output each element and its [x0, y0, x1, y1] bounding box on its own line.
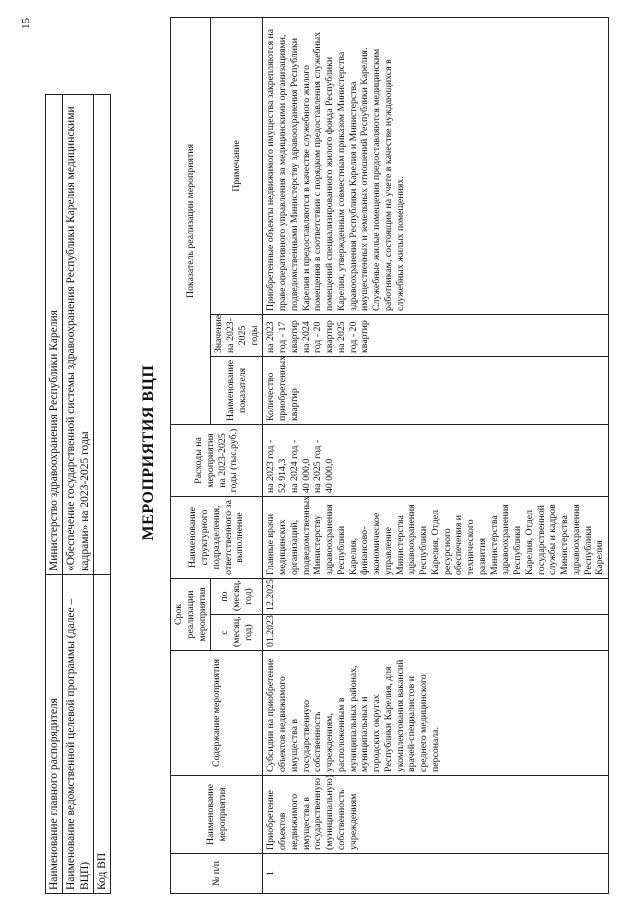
header-responsible: Наименование структурного подразделения, ответственного за выполнение	[171, 496, 263, 578]
header-row	[171, 17, 211, 893]
info-value: Министерство здравоохранения Республики Карелия	[46, 95, 63, 575]
cell-content: Субсидии на приобретение объектов недвижимого имущества в государственную собственность учреждениям, расположенным в муниципальных районах, муниципальных и городских округах Республики Карелия, для укомплектования вакансий врачей-специалистов и среднего медицинского персонала.	[263, 651, 609, 776]
expense-2024: на 2024 год - 40 000,0	[288, 439, 312, 493]
header-expenses: Расходы на мероприятия на 2023-2025 годы (тыс.руб.)	[171, 424, 263, 496]
indicator-value-2023: на 2023 год - 17 квартир	[265, 320, 300, 353]
info-row	[63, 95, 94, 894]
info-row	[46, 95, 63, 894]
cell-term-to: 12.2025	[263, 578, 609, 614]
indicator-value-2025: на 2025 год - 20 квартир	[335, 320, 371, 353]
header-term-from: с (месяц, год)	[211, 615, 263, 651]
header-indicator-value: Значение на 2023-2025 годы	[211, 314, 263, 356]
cell-indicator-value	[263, 314, 609, 356]
expense-2023: на 2023 год - 52 914,3	[265, 439, 288, 493]
expense-2025: на 2025 год - 40 000,0	[312, 439, 335, 493]
info-value: «Обеспечение государственной системы здравоохранения Республики Карелия медицинскими кадрами» на 2023-2025 годы	[63, 95, 94, 575]
cell-name: Приобретение объектов недвижимого имущества в государственную (муниципальную) собственность учреждениям	[263, 776, 609, 854]
header-num: № п/п	[171, 854, 263, 894]
cell-indicator-name: Количество приобретенных квартир	[263, 356, 609, 424]
cell-num: 1	[263, 854, 609, 894]
header-indicator-name: Наименование показателя	[211, 356, 263, 424]
info-value	[94, 95, 111, 575]
info-label: Наименование главного распорядителя	[46, 575, 63, 894]
table-row	[263, 17, 609, 893]
header-note: Примечание	[211, 17, 263, 314]
measures-table	[170, 17, 609, 894]
cell-term-from: 01.2023	[263, 615, 609, 651]
cell-responsible: Главные врачи медицинских организаций, подведомственных Министерству здравоохранения Республики Карелия, финансово-экономическое управление Министерства здравоохранения Республики Карелия, Отдел ресурсного обеспечения и технического развития Министерства здравоохранения Республики Карелия, Отдел государственной службы и кадров Министерства здравоохранения Республики Карелия	[263, 496, 609, 578]
cell-note: Приобретенные объекты недвижимого имущества закрепляются на праве оперативного управления за медицинскими организациями, подведомственными Министерству здравоохранения Республики Карелия и предоставляются в качестве служебного жилого помещения в соответствии с порядком предоставления служебных помещений специализированного жилого фонда Республики Карелия, утвержденным совместным приказом Министерства здравоохранения Республики Карелия и Министерства имущественных и земельных отношений Республики Карелия. Служебные жилые помещения предоставляются медицинским работникам, состоящим на учете в качестве нуждающихся в служебных жилых помещениях.	[263, 17, 609, 314]
info-row	[94, 95, 111, 894]
info-label: Код ВП	[94, 575, 111, 894]
header-term-to: по (месяц, год)	[211, 578, 263, 614]
header-name: Наименование мероприятия	[171, 776, 263, 854]
info-label: Наименование ведомственной целевой программы (далее – ВЦП)	[63, 575, 94, 894]
cell-expenses	[263, 424, 609, 496]
header-indicator-group: Показатель реализации мероприятия	[171, 17, 211, 424]
page-number: 15	[20, 18, 32, 29]
header-term-group: Срок реализации мероприятия	[171, 578, 211, 650]
header-content: Содержание мероприятия	[171, 651, 263, 776]
indicator-value-2024: на 2024 год - 20 квартир	[300, 320, 335, 353]
program-info-table	[45, 94, 111, 894]
section-heading: МЕРОПРИЯТИЯ ВЦП	[140, 364, 157, 541]
